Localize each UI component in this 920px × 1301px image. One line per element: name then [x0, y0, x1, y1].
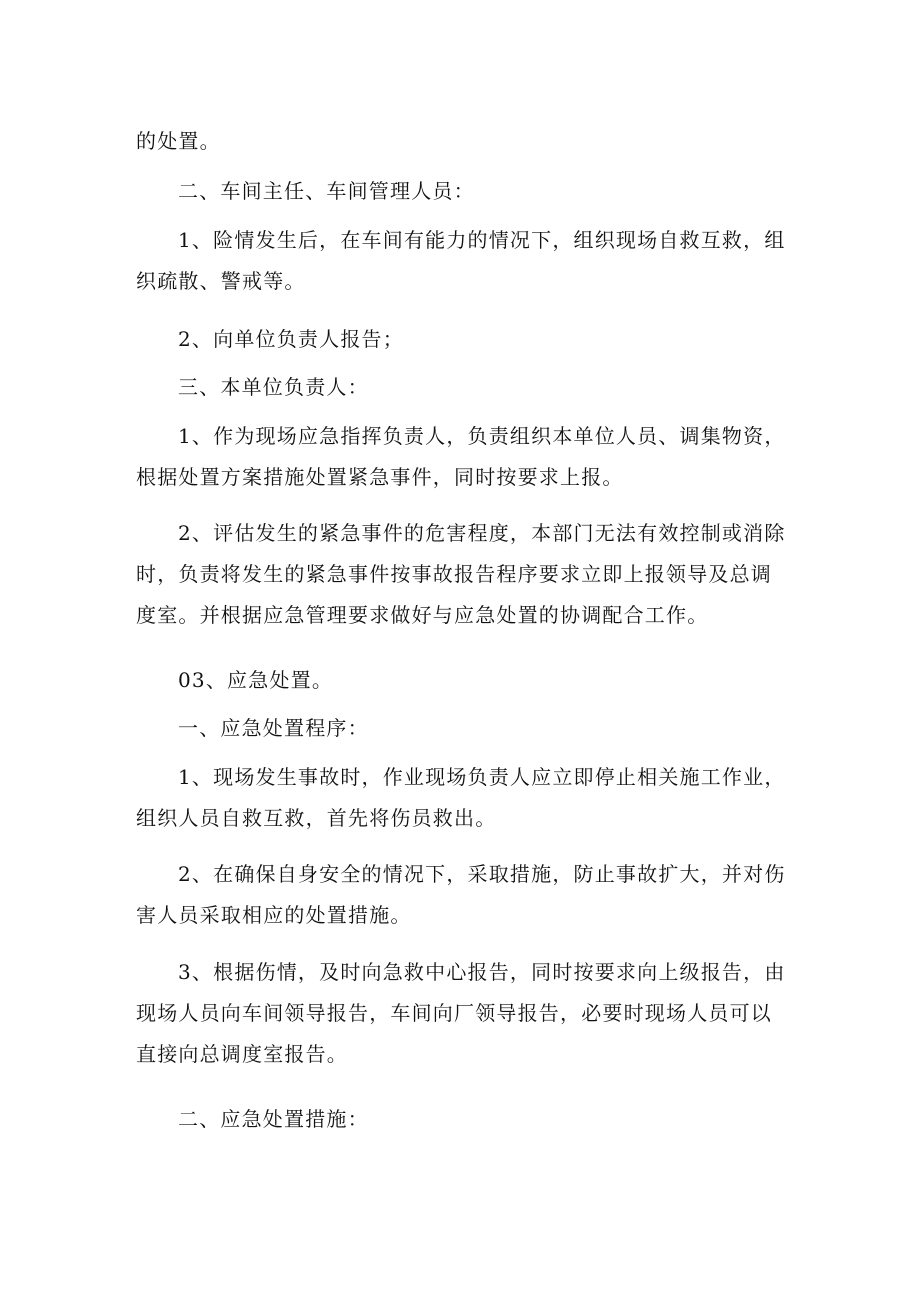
- paragraph-8: 03、应急处置。: [178, 668, 334, 692]
- paragraph-1: 的处置。: [136, 129, 221, 153]
- paragraph-13: 二、应急处置措施：: [178, 1107, 369, 1131]
- paragraph-9: 一、应急处置程序：: [178, 716, 369, 740]
- paragraph-11: 2、在确保自身安全的情况下，采取措施，防止事故扩大，并对伤害人员采取相应的处置措施。: [136, 862, 786, 927]
- paragraph-10: 1、现场发生事故时，作业现场负责人应立即停止相关施工作业，组织人员自救互救，首先将伤员救出。: [136, 765, 786, 830]
- paragraph-7: 2、评估发生的紧急事件的危害程度，本部门无法有效控制或消除时，负责将发生的紧急事件按事故报告程序要求立即上报领导及总调度室。并根据应急管理要求做好与应急处置的协调配合工作。: [136, 521, 786, 627]
- paragraph-3: 1、险情发生后，在车间有能力的情况下，组织现场自救互救，组织疏散、警戒等。: [136, 228, 786, 293]
- paragraph-6: 1、作为现场应急指挥负责人，负责组织本单位人员、调集物资，根据处置方案措施处置紧急事件，同时按要求上报。: [136, 424, 786, 489]
- paragraph-5: 三、本单位负责人：: [178, 375, 369, 399]
- paragraph-4: 2、向单位负责人报告；: [178, 327, 404, 351]
- paragraph-12: 3、根据伤情，及时向急救中心报告，同时按要求向上级报告，由现场人员向车间领导报告，车间向厂领导报告，必要时现场人员可以直接向总调度室报告。: [136, 960, 786, 1066]
- paragraph-2: 二、车间主任、车间管理人员：: [178, 179, 475, 203]
